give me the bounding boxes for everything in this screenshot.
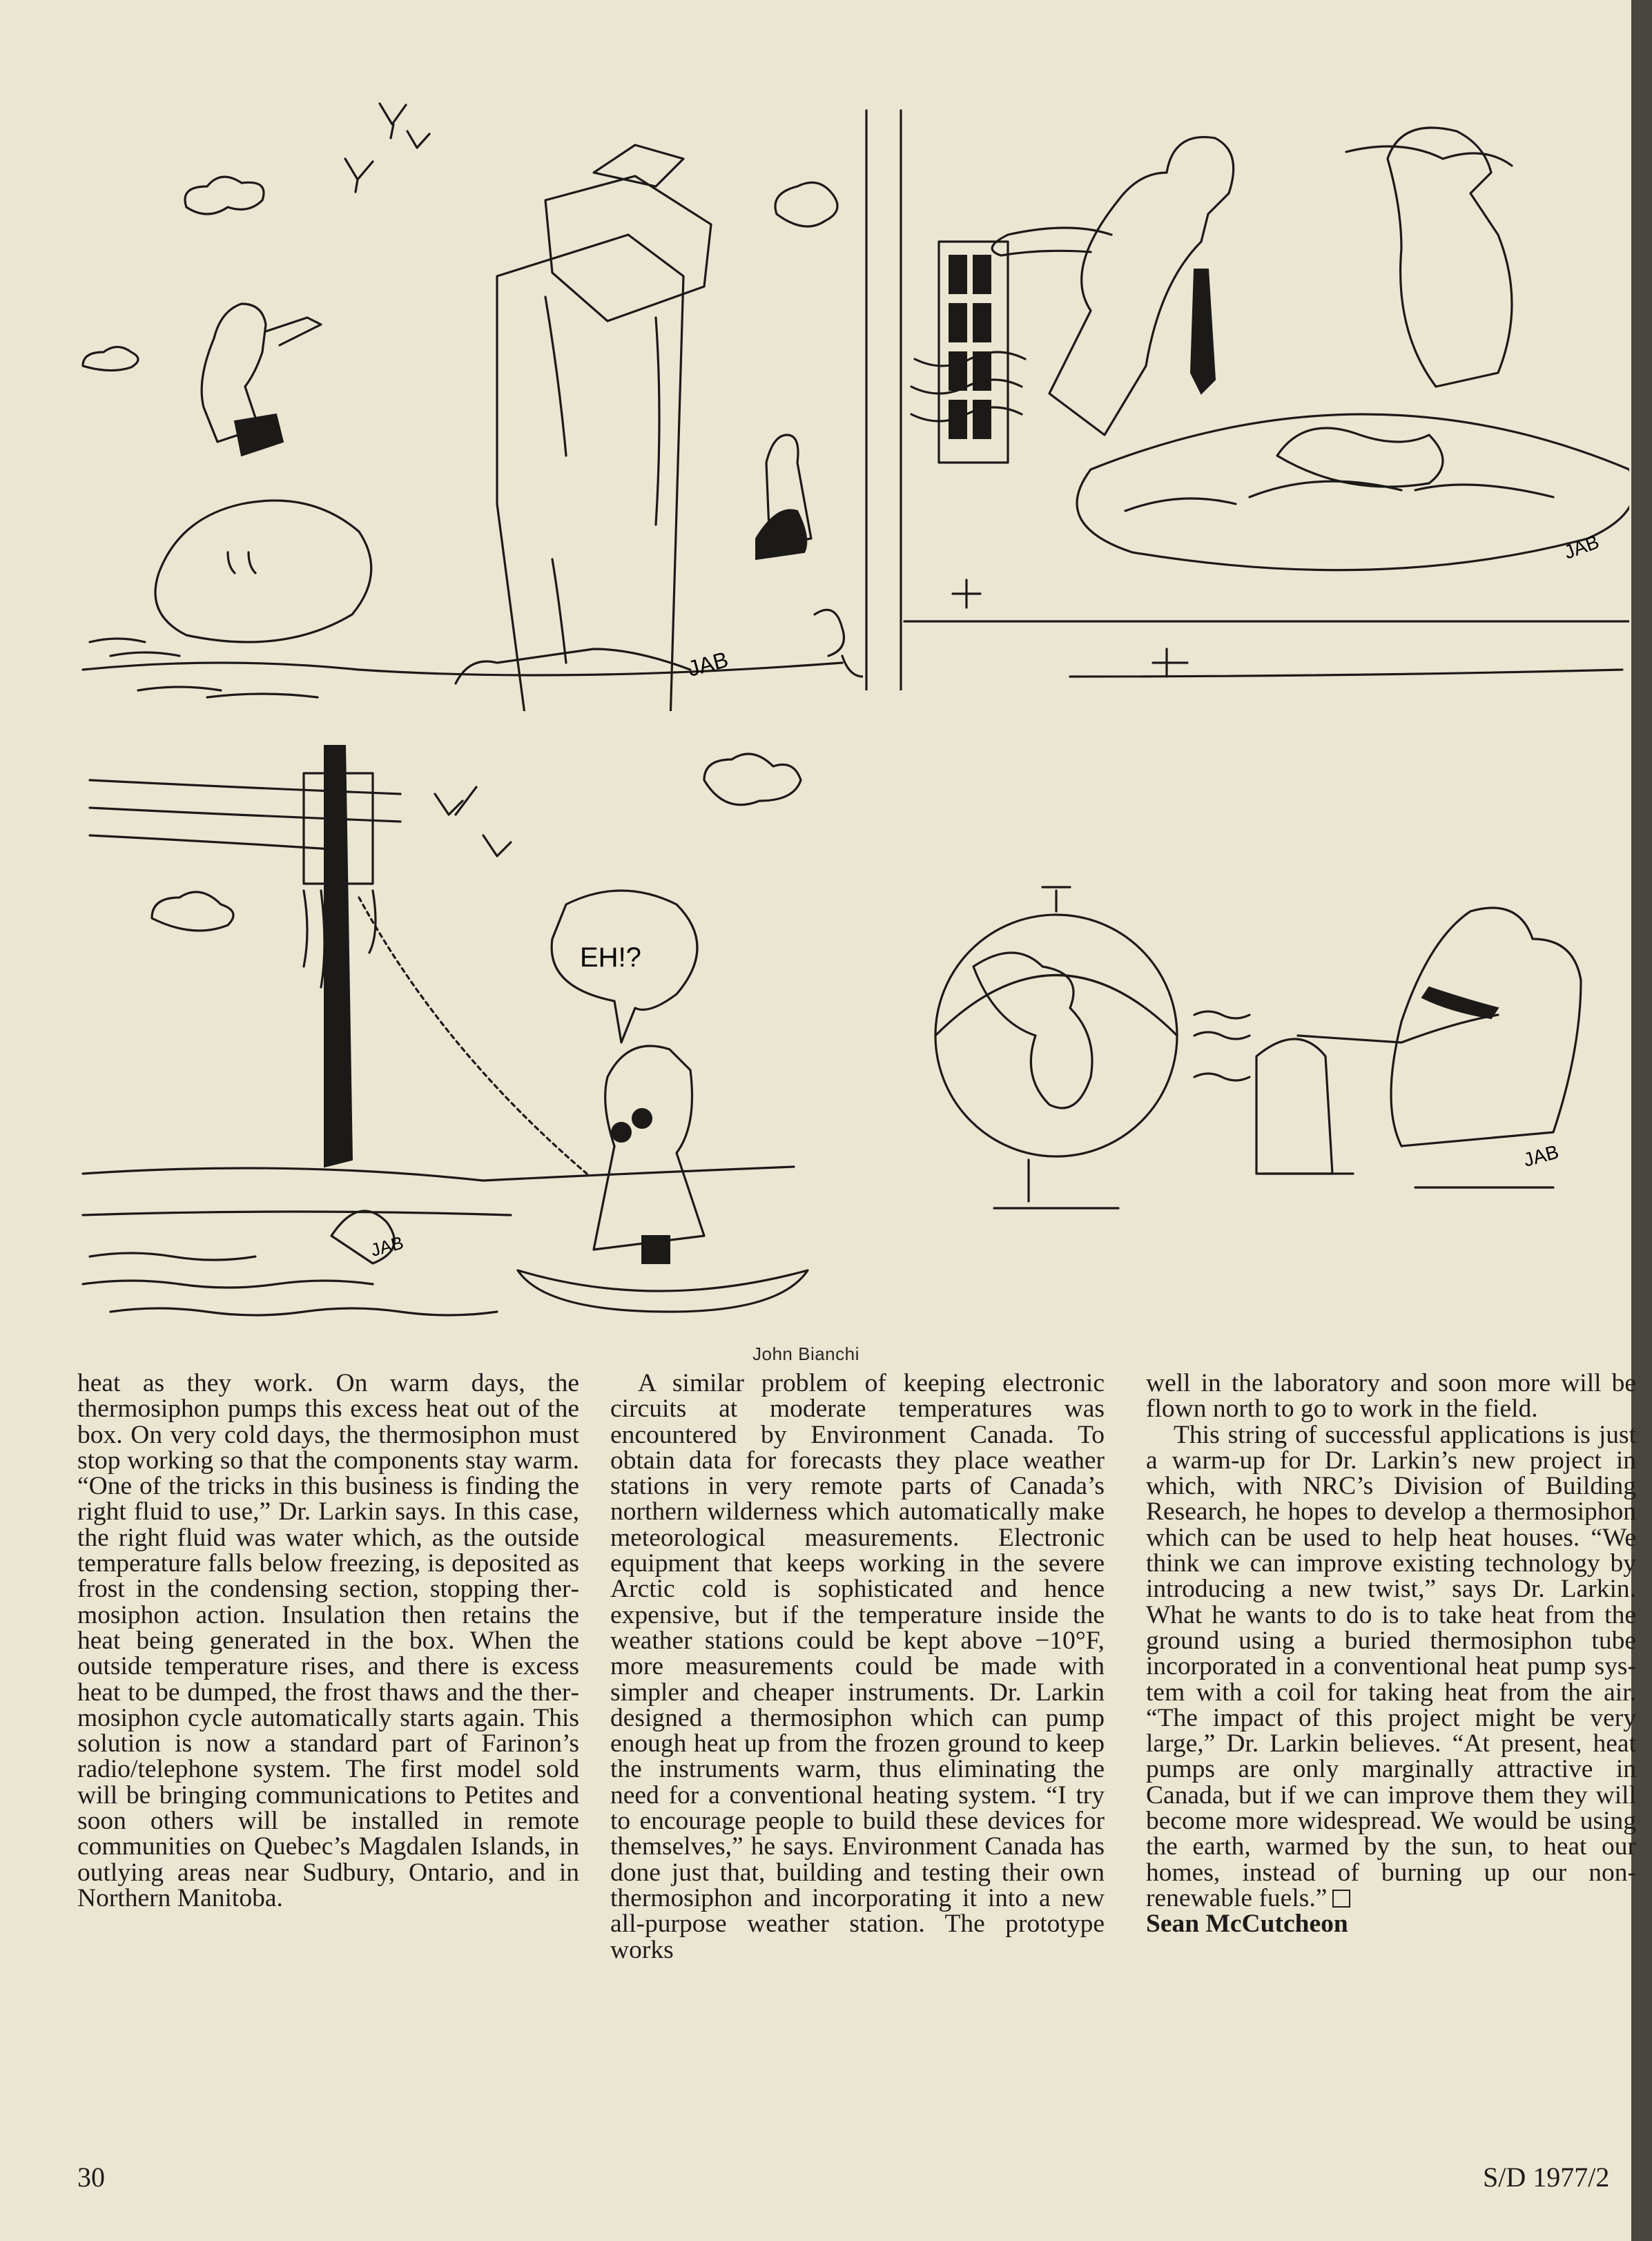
cartoon-panel-monolith <box>69 76 863 711</box>
paragraph: well in the laboratory and soon more will be flown north to go to work in the field. <box>1146 1369 1636 1424</box>
author-byline: Sean McCutcheon <box>1146 1910 1348 1939</box>
page-number: 30 <box>77 2162 105 2193</box>
illustration-credit: John Bianchi <box>752 1343 859 1364</box>
cartoon-panel-nest <box>863 97 1629 690</box>
paragraph-text: This string of successful applications is just a warm-up for Dr. Larkin’s new project in which, with NRC’s Division of Building Research, he hopes to develop a thermosiphon which can be used to help heat houses. “We think we can improve existing technology by introducing a new twist,” says Dr. Larkin. What he wants to do is to take heat from the ground using a buried thermosiphon tube incorporated in a conventional heat pump system with a coil for taking heat from the air. “The impact of this project might be very large,” Dr. Larkin believes. “At present, heat pumps are only marginally attractive in Canada, but if we can improve them they will become more widespread. We would be using the earth, warmed by the sun, to heat our homes, instead of burning up our non-renewable fuels.” <box>1146 1420 1636 1912</box>
signature-jab-4: JAB <box>1521 1141 1562 1171</box>
paragraph: A similar problem of keeping electronic circuits at moderate temperatures was encountered by Environment Canada. To obtain data for forecasts they place weather stations in very remote parts of Canada’s northern wilderness which automatically make meteorological measurements. Electronic equipment that keeps working in the severe Arctic cold is sophisticated and hence expensive, but if the temperature inside the weather stations could be kept above −10°F, more measurements could be made with simpler and cheaper instruments. Dr. Larkin designed a thermosiphon which can pump enough heat up from the frozen ground to keep the instruments warm, thus eliminating the need for a conventional heating system. “I try to encourage people to build these devices for themselves,” he says. Environment Canada has done just that, building and testing their own thermosiphon and incorporating it into a new all-purpose weather station. The prototype works <box>610 1369 1105 1964</box>
signature-jab-1: JAB <box>685 646 731 681</box>
paragraph-final <box>1146 1422 1636 1912</box>
cartoon-panel-telephone <box>69 732 897 1339</box>
signature-jab-2: JAB <box>1561 530 1602 563</box>
article-column-3 <box>1146 1370 1636 1937</box>
signature-jab-3: JAB <box>368 1232 406 1261</box>
end-mark-icon <box>1332 1890 1350 1908</box>
cartoon-panel-globe <box>932 884 1622 1229</box>
speech-bubble-text: EH!? <box>580 942 641 973</box>
article-column-2 <box>610 1370 1105 1963</box>
issue-label: S/D 1977/2 <box>1483 2162 1610 2193</box>
paragraph: heat as they work. On warm days, the thermosiphon pumps this excess heat out of the box. On very cold days, the thermosiphon must stop working so that the components stay warm. “One of the tricks in this business is finding the right fluid to use,” Dr. Larkin says. In this case, the right fluid was water which, as the outside temperature falls below freezing, is deposited as frost in the condensing section, stopping thermosiphon action. Insulation then retains the heat being generated in the box. When the outside temperature rises, and there is excess heat to be dumped, the frost thaws and the thermosiphon cycle automatically starts again. This solution is now a standard part of Farinon’s radio/telephone system. The first model sold will be bringing communications to Petites and soon others will be installed in remote communities on Quebec’s Magdalen Islands, in outlying areas near Sudbury, Ontario, and in Northern Manitoba. <box>77 1369 579 1912</box>
article-column-1 <box>77 1370 579 1911</box>
